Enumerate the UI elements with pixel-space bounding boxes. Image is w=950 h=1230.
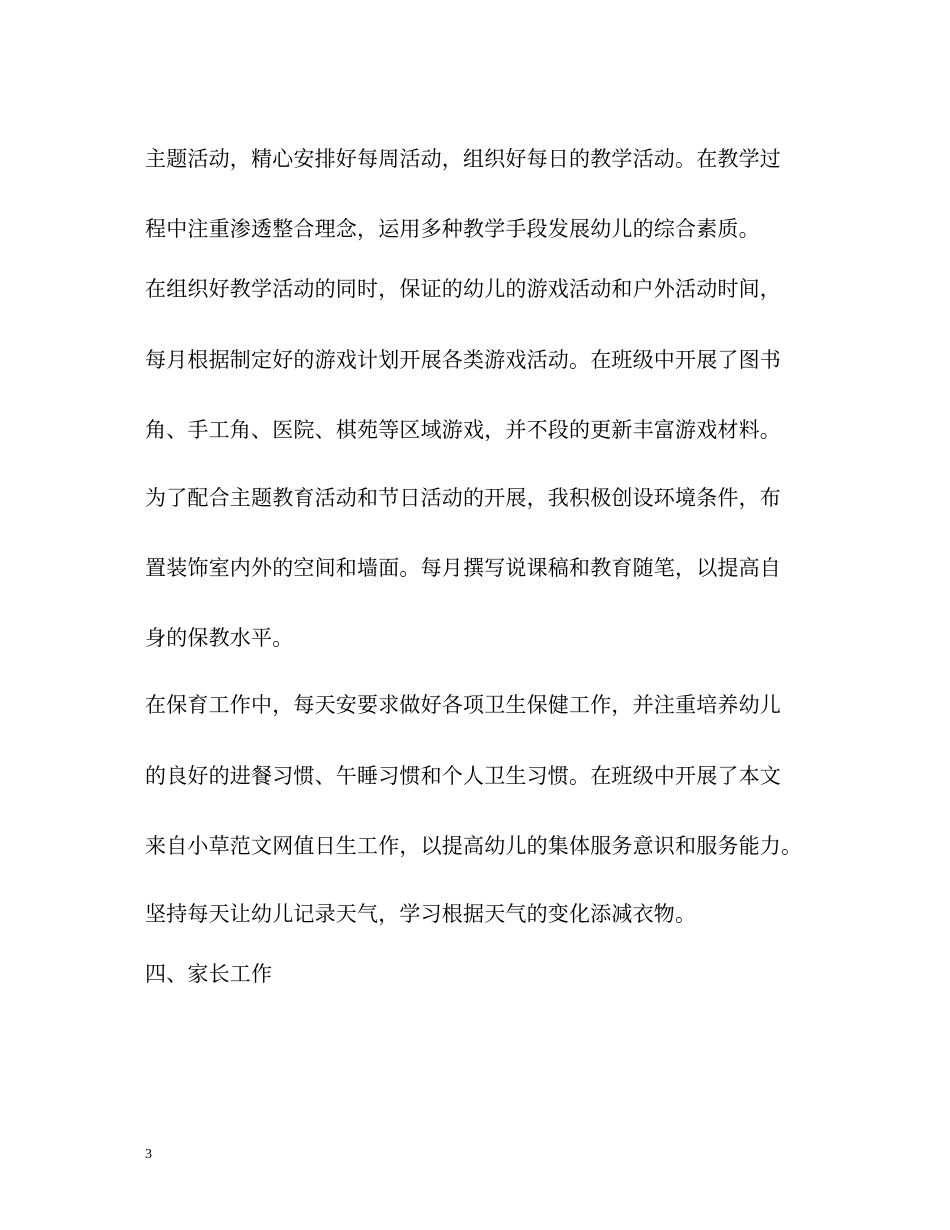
text-line: 角、手工角、医院、棋苑等区域游戏，并不段的更新丰富游戏材料。 — [145, 418, 781, 442]
text-line: 身的保教水平。 — [145, 626, 294, 650]
section-heading: 四、家长工作 — [145, 962, 273, 986]
page-number: 3 — [145, 1147, 152, 1162]
text-line: 置装饰室内外的空间和墙面。每月撰写说课稿和教育随笔，以提高自 — [145, 556, 781, 580]
text-line: 为了配合主题教育活动和节日活动的开展，我积极创设环境条件，布 — [145, 486, 781, 510]
text-line: 主题活动，精心安排好每周活动，组织好每日的教学活动。在教学过 — [145, 147, 781, 171]
text-line: 在组织好教学活动的同时，保证的幼儿的游戏活动和户外活动时间， — [145, 277, 781, 301]
text-line: 每月根据制定好的游戏计划开展各类游戏活动。在班级中开展了图书 — [145, 348, 781, 372]
text-line: 程中注重渗透整合理念，运用多种教学手段发展幼儿的综合素质。 — [145, 217, 760, 241]
text-line: 来自小草范文网值日生工作，以提高幼儿的集体服务意识和服务能力。 — [145, 834, 803, 858]
text-line: 在保育工作中，每天安要求做好各项卫生保健工作，并注重培养幼儿 — [145, 693, 781, 717]
text-line: 的良好的进餐习惯、午睡习惯和个人卫生习惯。在班级中开展了本文 — [145, 764, 781, 788]
text-line: 坚持每天让幼儿记录天气，学习根据天气的变化添减衣物。 — [145, 902, 697, 926]
